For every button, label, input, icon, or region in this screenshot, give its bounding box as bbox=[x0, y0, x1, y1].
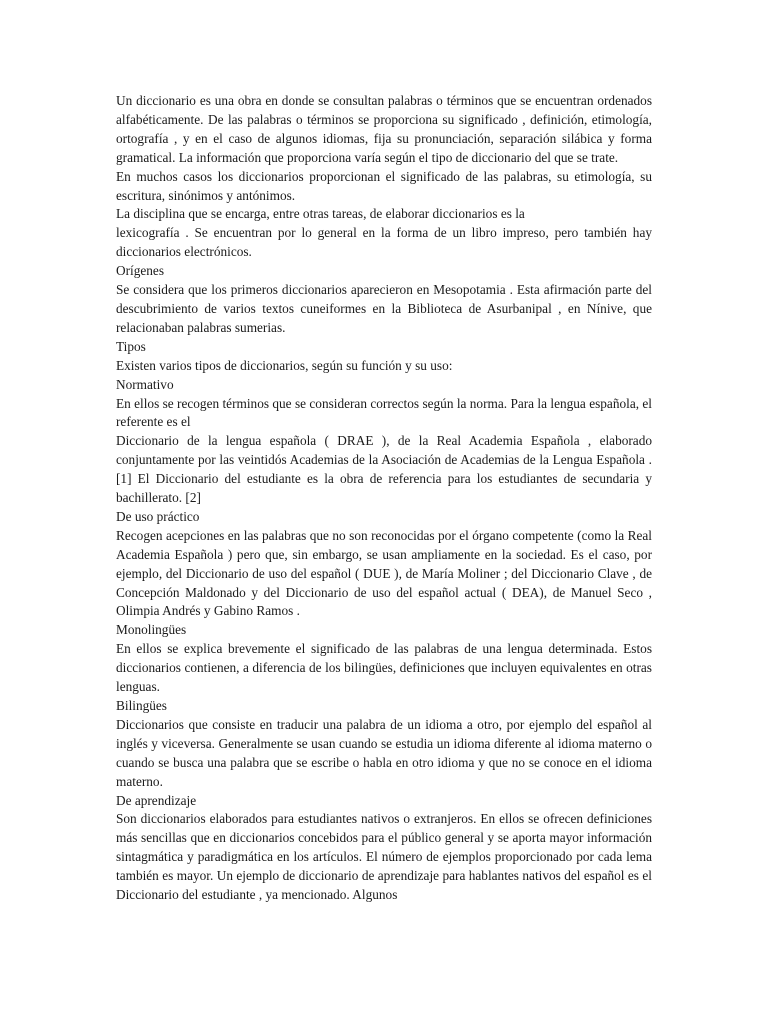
paragraph-lexicography: lexicografía . Se encuentran por lo general en la forma de un libro impreso, pero también hay diccionarios electrónicos. bbox=[116, 225, 652, 260]
document-page bbox=[116, 92, 652, 905]
paragraph-monolingues: En ellos se explica brevemente el significado de las palabras de una lengua determinada. Estos diccionarios contienen, a diferencia de los bilingües, definiciones que incluyen equivalentes en otras lenguas. bbox=[116, 641, 652, 695]
paragraph-normativo: En ellos se recogen términos que se consideran correctos según la norma. Para la lengua española, el referente es el bbox=[116, 395, 652, 430]
paragraph-uso-practico: Recogen acepciones en las palabras que no son reconocidas por el órgano competente (como la Real Academia Española ) pero que, sin embargo, se usan ampliamente en la sociedad. Es el caso, por ejemplo, del Diccionario de uso del español ( DUE ), de María Moliner ; del Diccionario Clave , de Concepción Maldonado y del Diccionario de uso del español actual ( DEA), de Manuel Seco , Olimpia Andrés y Gabino Ramos . bbox=[116, 527, 652, 619]
paragraph-bilingues: Diccionarios que consiste en traducir una palabra de un idioma a otro, por ejemplo del español al inglés y viceversa. Generalmente se usan cuando se estudia un idioma diferente al idioma materno o cuando se busca una palabra que se escribe o habla en otro idioma y que no se conoce en el idioma materno. bbox=[116, 716, 652, 789]
paragraph-types-intro: Existen varios tipos de diccionarios, según su función y su uso: bbox=[116, 357, 453, 373]
heading-bilingues: Bilingües bbox=[116, 698, 167, 713]
paragraph-aprendizaje: Son diccionarios elaborados para estudiantes nativos o extranjeros. En ellos se ofrecen definiciones más sencillas que en diccionarios concebidos para el público general y se aporta mayor información sintagmática y paradigmática en los artículos. El número de ejemplos proporcionado por cada lema también es mayor. Un ejemplo de diccionario de aprendizaje para hablantes nativos del español es el Diccionario del estudiante , ya mencionado. Algunos bbox=[116, 811, 652, 903]
heading-monolingues: Monolingües bbox=[116, 622, 187, 638]
heading-origenes: Orígenes bbox=[116, 263, 164, 279]
heading-uso-practico: De uso práctico bbox=[116, 508, 200, 524]
paragraph-intro: Un diccionario es una obra en donde se consultan palabras o términos que se encuentran ordenados alfabéticamente. De las palabras o términos se proporciona su significado , definición, etimología, ortografía , y en el caso de algunos idiomas, fija su pronunciación, separación silábica y forma gramatical. La información que proporciona varía según el tipo de diccionario del que se trate. bbox=[116, 93, 652, 165]
heading-tipos: Tipos bbox=[116, 338, 146, 354]
paragraph-meanings: En muchos casos los diccionarios proporcionan el significado de las palabras, su etimología, su escritura, sinónimos y antónimos. bbox=[116, 168, 652, 203]
paragraph-origins: Se considera que los primeros diccionarios aparecieron en Mesopotamia . Esta afirmación parte del descubrimiento de varios textos cuneiformes en la Biblioteca de Asurbanipal , en Nínive, que relacionaban palabras sumerias. bbox=[116, 282, 652, 335]
paragraph-drae: Diccionario de la lengua española ( DRAE ), de la Real Academia Española , elaborado conjuntamente por las veintidós Academias de la Asociación de Academias de la Lengua Española . [1] El Diccionario del estudiante es la obra de referencia para los estudiantes de secundaria y bachillerato. [2] bbox=[116, 433, 652, 506]
heading-aprendizaje: De aprendizaje bbox=[116, 792, 197, 808]
paragraph-discipline-line: La disciplina que se encarga, entre otras tareas, de elaborar diccionarios es la bbox=[116, 206, 525, 222]
heading-normativo: Normativo bbox=[116, 376, 174, 392]
